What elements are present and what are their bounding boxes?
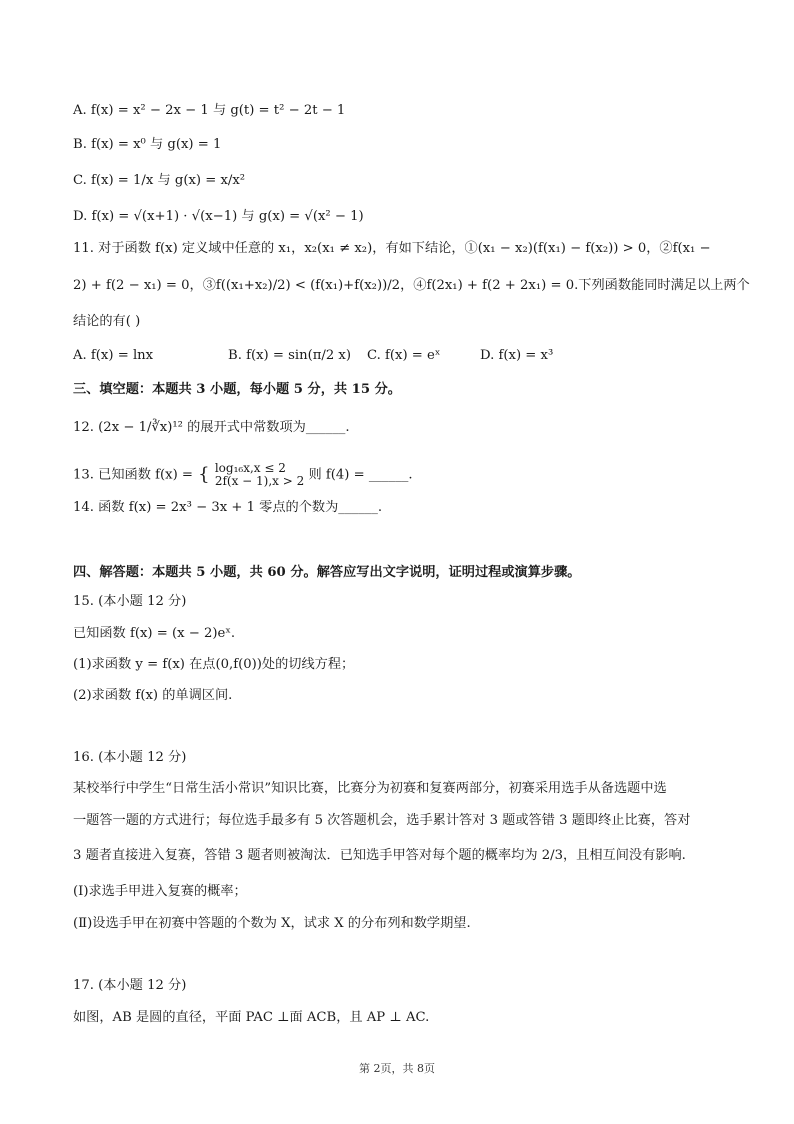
q16-title: 16. (本小题 12 分) (73, 750, 187, 765)
q13-brace: { (198, 464, 210, 485)
q16-line-3: 3 题者直接进入复赛，答错 3 题者则被淘汰．已知选手甲答对每个题的概率均为 2/3，且相互间没有影响. (73, 848, 686, 863)
q10-option-b: B. f(x) = x⁰ 与 g(x) = 1 (73, 137, 222, 152)
q11-line-1: 11. 对于函数 f(x) 定义域中任意的 x₁，x₂(x₁ ≠ x₂)，有如下结论，①(x₁ − x₂)(f(x₁) − f(x₂)) > 0，②f(x₁ − (73, 241, 711, 256)
q15-part-2: (2)求函数 f(x) 的单调区间. (73, 688, 233, 703)
q11-option-c: C. f(x) = eˣ (367, 348, 441, 363)
q13-case-2: 2f(x − 1),x > 2 (214, 474, 305, 488)
q11-line-3: 结论的有( ) (73, 314, 141, 329)
page-footer: 第 2页，共 8页 (359, 1062, 435, 1075)
q10-option-d: D. f(x) = √(x+1) · √(x−1) 与 g(x) = √(x² − 1) (73, 209, 364, 224)
q11-option-a: A. f(x) = lnx (73, 348, 154, 363)
q16-line-2: 一题答一题的方式进行；每位选手最多有 5 次答题机会，选手累计答对 3 题或答错 3 题即终止比赛，答对 (73, 813, 691, 828)
q13-case-1: log₁₆x,x ≤ 2 (214, 461, 286, 475)
section-4-heading: 四、解答题：本题共 5 小题，共 60 分。解答应写出文字说明，证明过程或演算步骤。 (73, 565, 581, 580)
q13-prefix: 13. 已知函数 f(x) = (73, 467, 193, 483)
q10-option-a: A. f(x) = x² − 2x − 1 与 g(t) = t² − 2t − 1 (73, 103, 346, 118)
q15-stem: 已知函数 f(x) = (x − 2)eˣ. (73, 626, 236, 641)
q11-option-d: D. f(x) = x³ (480, 348, 554, 363)
q16-part-2: (Ⅱ)设选手甲在初赛中答题的个数为 X，试求 X 的分布列和数学期望. (73, 916, 471, 931)
q14-text: 14. 函数 f(x) = 2x³ − 3x + 1 零点的个数为______. (73, 500, 383, 515)
q11-line-2: 2) + f(2 − x₁) = 0，③f((x₁+x₂)/2) < (f(x₁)+f(x₂))/2，④f(2x₁) + f(2 + 2x₁) = 0.下列函数能同时满足以上两个 (73, 278, 750, 293)
q17-stem: 如图，AB 是圆的直径，平面 PAC ⊥面 ACB，且 AP ⊥ AC. (73, 1010, 430, 1025)
q13-cases (215, 462, 304, 488)
q12-text: 12. (2x − 1/∛x)¹² 的展开式中常数项为______. (73, 420, 350, 435)
q13-text (73, 461, 733, 487)
q16-part-1: (Ⅰ)求选手甲进入复赛的概率； (73, 884, 247, 899)
q15-title: 15. (本小题 12 分) (73, 594, 187, 609)
q16-line-1: 某校举行中学生“日常生活小常识”知识比赛，比赛分为初赛和复赛两部分，初赛采用选手从备选题中选 (73, 781, 667, 796)
q10-option-c: C. f(x) = 1/x 与 g(x) = x/x² (73, 173, 246, 188)
q17-title: 17. (本小题 12 分) (73, 978, 187, 993)
q11-option-b: B. f(x) = sin(π/2 x) (228, 348, 352, 363)
q13-suffix: 则 f(4) = ______. (308, 467, 413, 483)
section-3-heading: 三、填空题：本题共 3 小题，每小题 5 分，共 15 分。 (73, 382, 401, 397)
q15-part-1: (1)求函数 y = f(x) 在点(0,f(0))处的切线方程； (73, 657, 355, 672)
